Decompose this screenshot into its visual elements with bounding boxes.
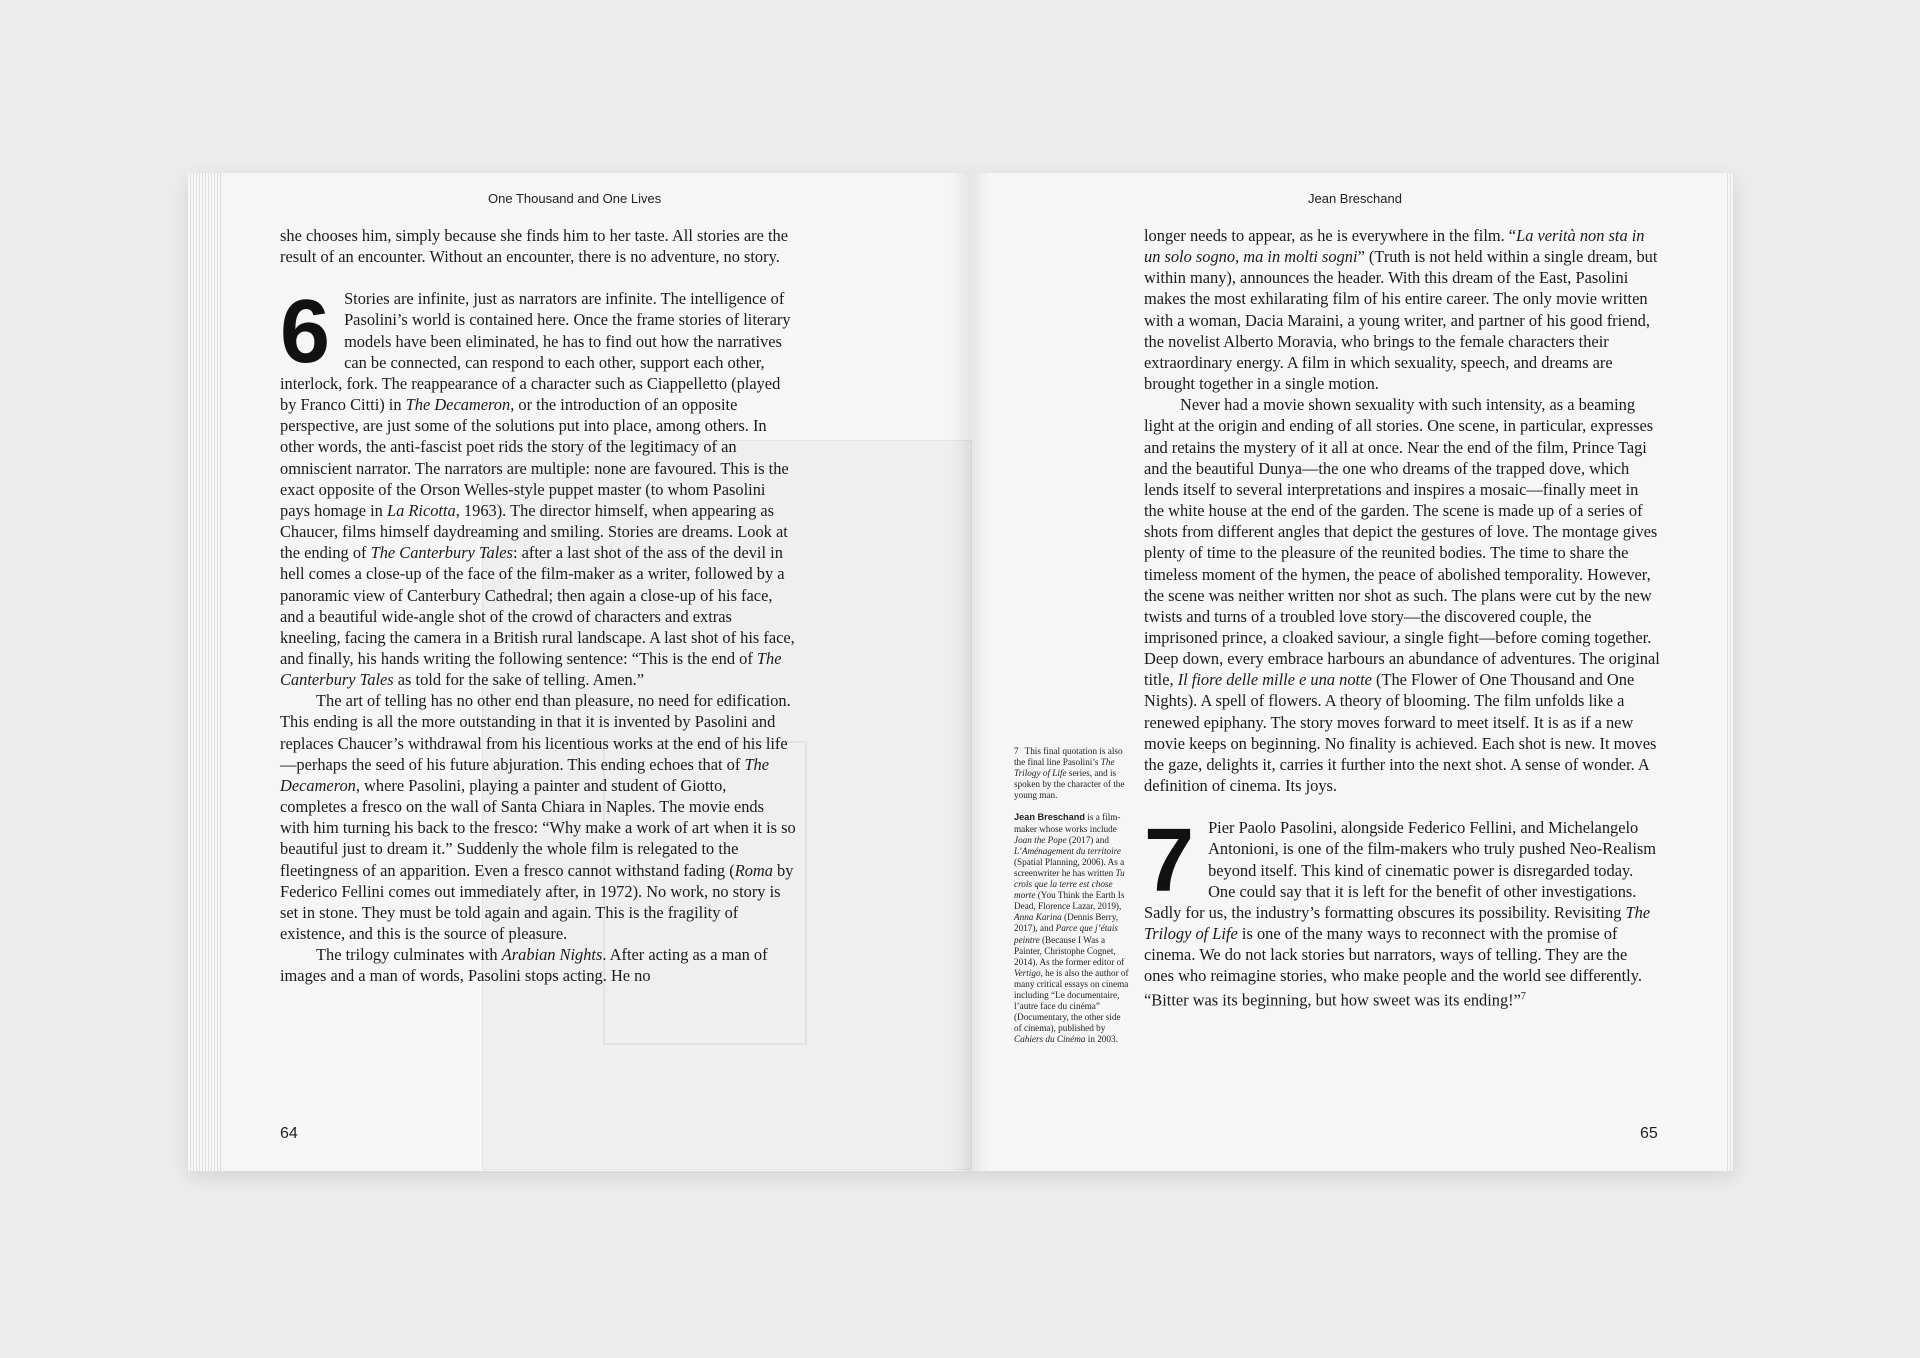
author-bio: Jean Breschand is a film-maker whose works include Joan the Pope (2017) and L’Aménagement du territoire (Spatial Planning, 2006). As a screenwriter he has written Tu crois que la terre est chose morte (You Think the Earth Is Dead, Florence Lazar, 2019), Anna Karina (Dennis Berry, 2017), and Parce que j’étais peintre (Because I Was a Painter, Christophe Cognet, 2014). As the former editor of Vertigo, he is also the author of many critical essays on cinema including “Le documentaire, l’autre face du cinéma” (Documentary, the other side of cinema), published by Cahiers du Cinéma in 2003.	[1014, 812, 1129, 1045]
running-head-right: Jean Breschand	[1308, 191, 1402, 206]
page-number-left: 64	[280, 1125, 298, 1142]
paragraph: The trilogy culminates with Arabian Nights. After acting as a man of images and a man of words, Pasolini stops acting. He no	[280, 945, 768, 986]
paragraph: The art of telling has no other end than pleasure, no need for edification. This ending is all the more outstanding in that it is invented by Pasolini and replaces Chaucer’s withdrawal from his licentious works at the end of his life—perhaps the seed of his future abjuration. This ending echoes that of The Decameron, where Pasolini, playing a painter and student of Giotto, completes a fresco on the wall of Santa Chiara in Naples. The movie ends with him turning his back to the fresco: “Why make a work of art when it is so beautiful just to dream it.” Suddenly the whole film is relegated to the fleetingness of an apparition. Even a fresco cannot withstand fading (Roma by Federico Fellini comes out immediately after, in 1972). No work, no story is set in stone. They must be told again and again. This is the fragility of existence, and this is the source of pleasure.	[280, 691, 796, 943]
page-edges-left	[188, 173, 224, 1171]
paragraph: longer needs to appear, as he is everywhere in the film. “La verità non sta in un solo sogno, ma in molti sogni” (Truth is not held within a single dream, but within many), announces the header. With this dream of the East, Pasolini makes the most exhilarating film of his entire career. The only movie written with a woman, Dacia Maraini, a young writer, and partner of his good friend, the novelist Alberto Moravia, who brings to the female characters their extraordinary energy. A film in which sexuality, speech, and dreams are brought together in a single motion.	[1144, 226, 1658, 394]
running-head-left: One Thousand and One Lives	[488, 191, 662, 206]
page-number-right: 65	[1640, 1125, 1658, 1142]
footnote: 7 This final quotation is also the final line Pasolini’s The Trilogy of Life series, and is spoken by the character of the young man.	[1014, 746, 1125, 801]
gutter-shadow	[950, 173, 990, 1171]
footnote-ref[interactable]: 7	[1520, 991, 1526, 1003]
right-body-text	[1144, 225, 1660, 1011]
side-notes	[1014, 746, 1130, 1056]
section-number: 7	[1144, 811, 1195, 912]
paragraph: she chooses him, simply because she finds him to her taste. All stories are the result of an encounter. Without an encounter, there is no adventure, no story.	[280, 226, 789, 267]
left-body-text	[280, 225, 796, 986]
paragraph: 6 Stories are infinite, just as narrators are infinite. The intelligence of Pasolini’s world is contained here. Once the frame stories of literary models have been eliminated, he has to find out how the narratives can be connected, can respond to each other, support each other, interlock, fork. The reappearance of a character such as Ciappelletto (played by Franco Citti) in The Decameron, or the introduction of an opposite perspective, are just some of the solutions put into place, among others. In other words, the anti-fascist poet rids the story of the legitimacy of an omniscient narrator. The narrators are multiple: none are favoured. This is the exact opposite of the Orson Welles-style puppet master (to whom Pasolini pays homage in La Ricotta, 1963). The director himself, when appearing as Chaucer, films himself daydreaming and smiling. Stories are dreams. Look at the ending of The Canterbury Tales: after a last shot of the ass of the devil in hell comes a close-up of the face of the film-maker as a writer, followed by a panoramic view of Canterbury Cathedral; then again a close-up of his face, and a beautiful wide-angle shot of the crowd of characters and extras kneeling, facing the camera in a British rural landscape. A last shot of his face, and finally, his hands writing the following sentence: “This is the end of The Canterbury Tales as told for the sake of telling. Amen.”	[280, 282, 795, 690]
section-number: 6	[280, 282, 331, 383]
paragraph: Never had a movie shown sexuality with such intensity, as a beaming light at the origin and ending of all stories. One scene, in particular, expresses and retains the mystery of it all at once. Near the end of the film, Prince Tagi and the beautiful Dunya—the one who dreams of the trapped dove, which lends itself to several interpretations and inspires a mosaic—finally meet in the white house at the end of the garden. The scene is made up of a series of shots from different angles that depict the gestures of love. The montage gives plenty of time to the pleasure of the reunited bodies. The time to share the timeless moment of the hymen, the peace of abolished temporality. However, the scene was neither written nor shot as such. The plans were cut by the new twists and turns of a troubled love story—the discovered couple, the imprisoned prince, a cloaked saviour, a single fight—before coming together. Deep down, every embrace harbours an abundance of adventures. The original title, Il fiore delle mille e una notte (The Flower of One Thousand and One Nights). A spell of flowers. A theory of blooming. The film unfolds like a renewed epiphany. The story moves forward to meet itself. It is as if a new movie keeps on beginning. No finality is achieved. Each shot is new. It moves the gaze, delights it, carries it further into the next shot. A sense of wonder. A definition of cinema. Its joys.	[1144, 395, 1660, 796]
paragraph: 7 Pier Paolo Pasolini, alongside Federico Fellini, and Michelangelo Antonioni, is one of the film-makers who truly pushed Neo-Realism beyond itself. This kind of cinematic power is disregarded today. One could say that it is left for the benefit of other investigations. Sadly for us, the industry’s formatting obscures its possibility. Revisiting The Trilogy of Life is one of the many ways to reconnect with the promise of cinema. We do not lack stories but narrators, ways of telling. They are the ones who reimagine stories, who make people and the world see differently. “Bitter was its beginning, but how sweet was its ending!”$^7$	[1144, 811, 1656, 1010]
